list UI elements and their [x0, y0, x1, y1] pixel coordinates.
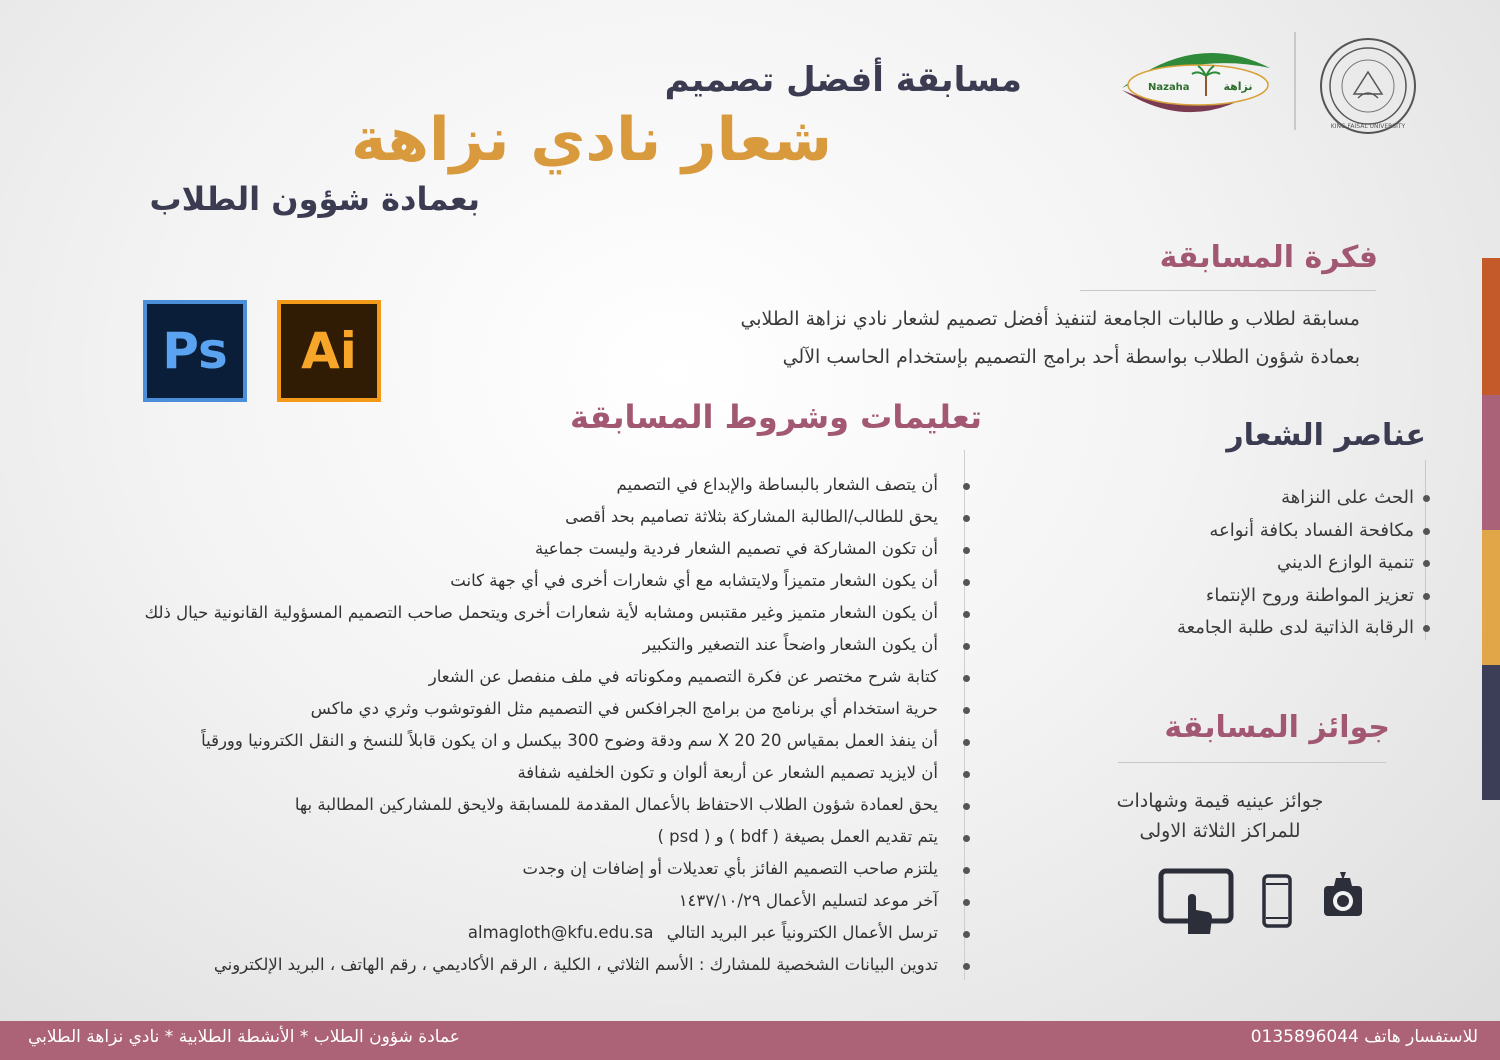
- camera-icon: [1322, 870, 1364, 924]
- list-item: حرية استخدام أي برنامج من برامج الجرافكس في التصميم مثل الفوتوشوب وثري دي ماكس: [38, 694, 938, 726]
- list-item: أن ينفذ العمل بمقياس 20 X 20 سم ودقة وضوح 300 بيكسل و ان يكون قابلاً للنسخ و النقل الكترونيا وورقياً: [38, 726, 938, 758]
- list-item: آخر موعد لتسليم الأعمال ١٤٣٧/١٠/٢٩: [38, 886, 938, 918]
- list-item: الحث على النزاهة: [1098, 482, 1418, 515]
- photoshop-icon: [143, 300, 247, 402]
- prize-line: للمراكز الثلاثة الاولى: [1139, 820, 1301, 842]
- list-item: أن يكون الشعار متميز وغير مقتبس ومشابه لأية شعارات أخرى ويتحمل صاحب التصميم المسؤولية القانونية حيال ذلك: [38, 598, 938, 630]
- list-item: الرقابة الذاتية لدى طلبة الجامعة: [1098, 612, 1418, 645]
- strip-gold: [1482, 530, 1500, 665]
- list-item: كتابة شرح مختصر عن فكرة التصميم ومكوناته في ملف منفصل عن الشعار: [38, 662, 938, 694]
- instructions-heading: تعليمات وشروط المسابقة: [570, 398, 982, 436]
- list-item: يلتزم صاحب التصميم الفائز بأي تعديلات أو إضافات إن وجدت: [38, 854, 938, 886]
- list-item: يحق للطالب/الطالبة المشاركة بثلاثة تصاميم بحد أقصى: [38, 502, 938, 534]
- prize-line: جوائز عينيه قيمة وشهادات: [1116, 790, 1324, 812]
- list-item: أن لايزيد تصميم الشعار عن أربعة ألوان و تكون الخلفيه شفافة: [38, 758, 938, 790]
- footer-organizers: عمادة شؤون الطلاب * الأنشطة الطلابية * نادي نزاهة الطلابي: [28, 1027, 460, 1047]
- list-item: تنمية الوازع الديني: [1098, 547, 1418, 580]
- illustrator-label: Ai: [301, 322, 357, 380]
- main-title: شعار نادي نزاهة: [351, 105, 832, 175]
- kfu-seal-logo: [1318, 36, 1418, 136]
- email-label: ترسل الأعمال الكترونياً عبر البريد التالي: [666, 923, 938, 942]
- strip-orange: [1482, 258, 1500, 395]
- elements-list: [1098, 482, 1418, 645]
- list-item: يتم تقديم العمل بصيغة ( bdf ) و ( psd ): [38, 822, 938, 854]
- tablet-touch-icon: [1158, 868, 1234, 942]
- subtitle: بعمادة شؤون الطلاب: [149, 180, 480, 218]
- strip-navy: [1482, 665, 1500, 800]
- idea-rule: [1080, 290, 1376, 291]
- prizes-heading: جوائز المسابقة: [1164, 710, 1390, 745]
- strip-rose: [1482, 395, 1500, 530]
- list-item: تدوين البيانات الشخصية للمشارك : الأسم الثلاثي ، الكلية ، الرقم الأكاديمي ، رقم الهاتف ، البريد الإلكتروني: [38, 950, 938, 982]
- idea-line: مسابقة لطلاب و طالبات الجامعة لتنفيذ أفضل تصميم لشعار نادي نزاهة الطلابي: [740, 308, 1360, 330]
- prizes-rule: [1118, 762, 1386, 763]
- mobile-phone-icon: [1262, 874, 1292, 932]
- prizes-text: [1080, 786, 1360, 846]
- nazaha-arabic-text: نزاهة: [1223, 80, 1253, 93]
- illustrator-icon: [277, 300, 381, 402]
- nazaha-logo: [1118, 38, 1274, 128]
- list-item-email: [38, 918, 938, 950]
- idea-line: بعمادة شؤون الطلاب بواسطة أحد برامج التصميم بإستخدام الحاسب الآلي: [782, 346, 1360, 368]
- list-item: أن يتصف الشعار بالبساطة والإبداع في التصميم: [38, 470, 938, 502]
- email-link[interactable]: almagloth@kfu.edu.sa: [467, 923, 654, 942]
- instructions-list: [38, 470, 938, 982]
- list-item: تعزيز المواطنة وروح الإنتماء: [1098, 580, 1418, 613]
- list-item: أن يكون الشعار واضحاً عند التصغير والتكبير: [38, 630, 938, 662]
- competition-title: مسابقة أفضل تصميم: [664, 60, 1022, 100]
- list-item: أن يكون الشعار متميزاً ولايتشابه مع أي شعارات أخرى في أي جهة كانت: [38, 566, 938, 598]
- list-item: مكافحة الفساد بكافة أنواعه: [1098, 515, 1418, 548]
- idea-heading: فكرة المسابقة: [1159, 240, 1378, 275]
- list-item: يحق لعمادة شؤون الطلاب الاحتفاظ بالأعمال المقدمة للمسابقة ولايحق للمشاركين المطالبة بها: [38, 790, 938, 822]
- idea-text: [500, 300, 1360, 376]
- elements-heading: عناصر الشعار: [1226, 418, 1426, 453]
- footer-bar: [0, 1021, 1500, 1060]
- footer-contact: للاستفسار هاتف 0135896044: [1250, 1027, 1478, 1047]
- kfu-name-text: KING FAISAL UNIVERSITY: [1330, 123, 1406, 130]
- elements-divider: [1425, 460, 1426, 640]
- nazaha-latin-text: Nazaha: [1148, 82, 1190, 93]
- photoshop-label: Ps: [162, 322, 228, 380]
- logo-divider: [1294, 32, 1296, 130]
- list-item: أن تكون المشاركة في تصميم الشعار فردية وليست جماعية: [38, 534, 938, 566]
